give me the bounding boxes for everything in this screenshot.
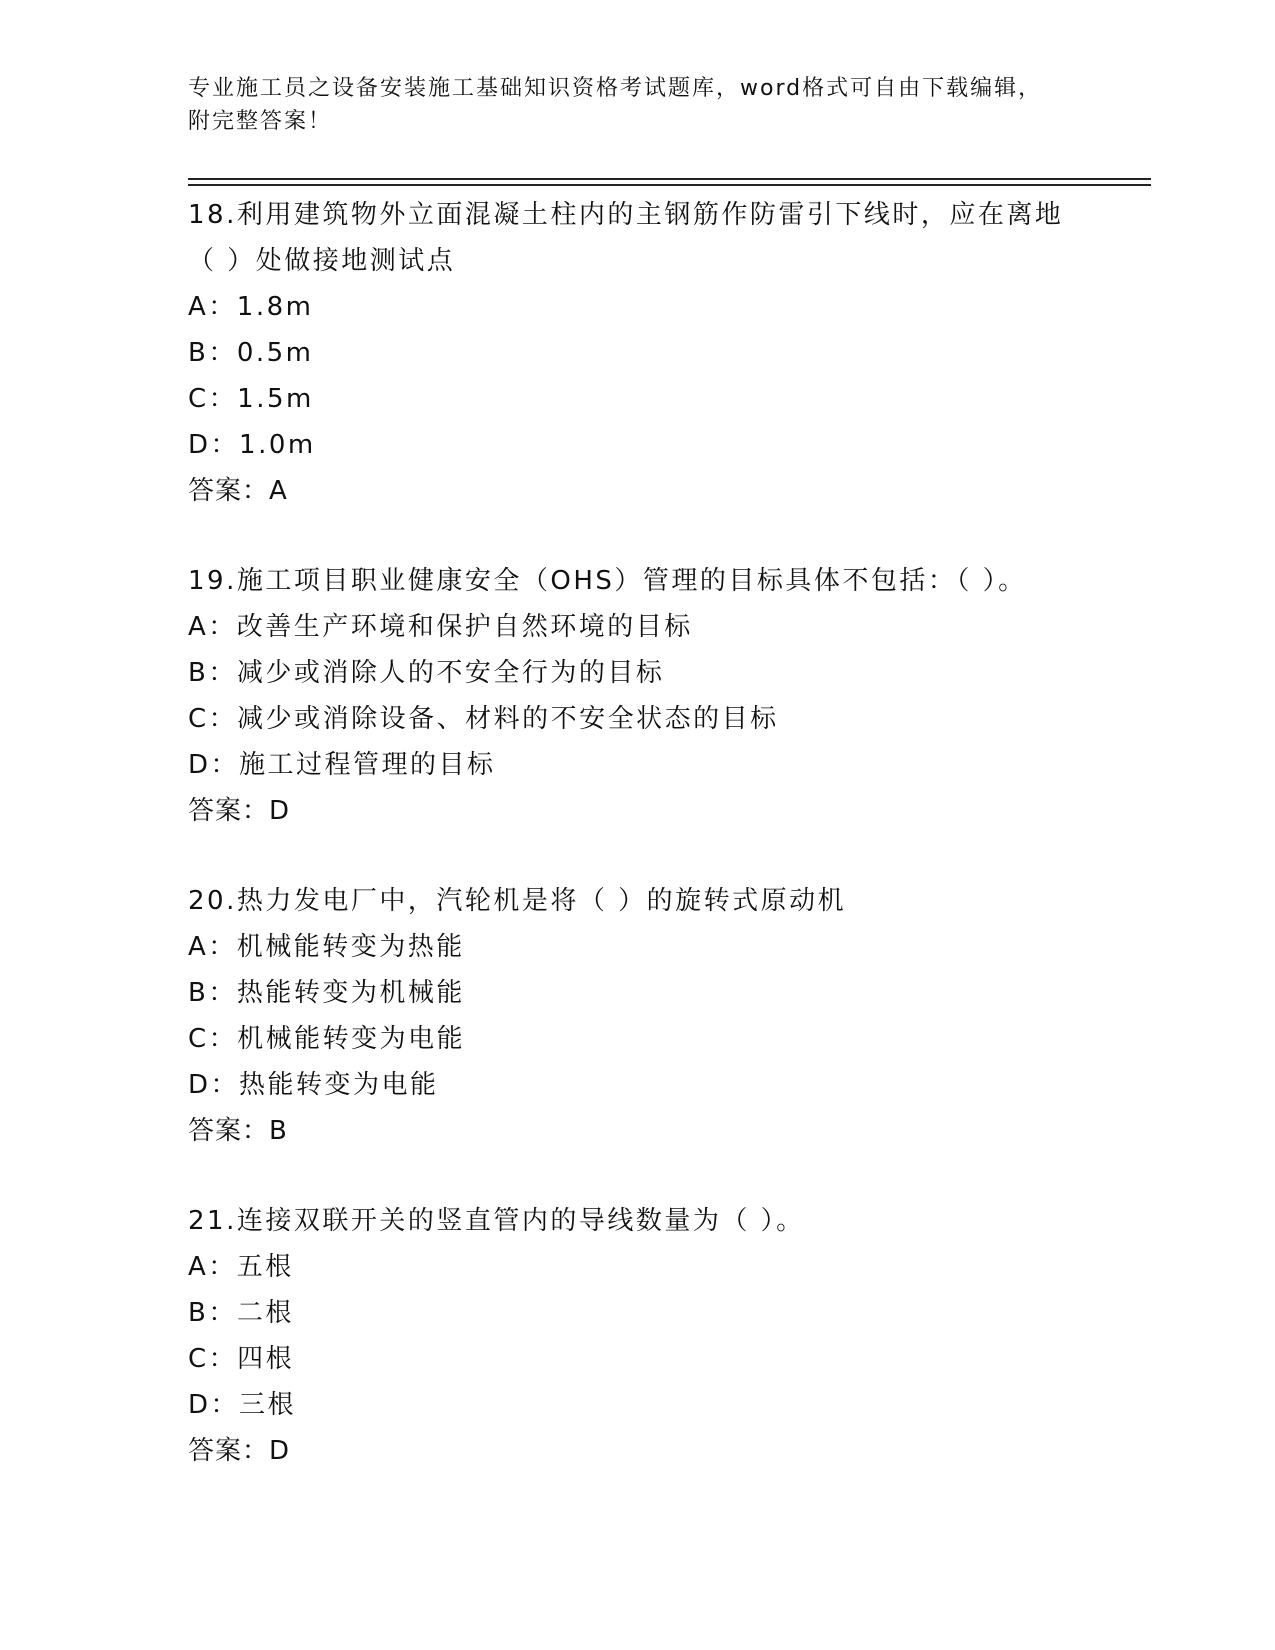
question-title <box>188 192 1138 284</box>
question-title-line-1: 20.热力发电厂中，汽轮机是将（ ）的旋转式原动机 <box>188 886 847 916</box>
document-header <box>188 72 1088 138</box>
question-title-line-2: （ ）处做接地测试点 <box>188 246 456 276</box>
question-spacer <box>188 514 1138 558</box>
option-a: A：1.8m <box>188 292 314 322</box>
option-c: C：四根 <box>188 1344 295 1374</box>
option-d: D：1.0m <box>188 430 316 460</box>
option-b: B：二根 <box>188 1298 294 1328</box>
header-line-2: 附完整答案！ <box>188 109 333 134</box>
option-b: B：0.5m <box>188 338 314 368</box>
option-b: B：热能转变为机械能 <box>188 978 465 1008</box>
question-21 <box>188 1198 1138 1474</box>
question-18 <box>188 192 1138 514</box>
option-a: A：五根 <box>188 1252 294 1282</box>
question-title-line-1: 18.利用建筑物外立面混凝土柱内的主钢筋作防雷引下线时，应在离地 <box>188 200 1064 230</box>
question-title-line-1: 19.施工项目职业健康安全（OHS）管理的目标具体不包括：（ ）。 <box>188 566 1027 596</box>
question-title <box>188 1198 1138 1244</box>
option-c: C：减少或消除设备、材料的不安全状态的目标 <box>188 704 779 734</box>
question-title <box>188 878 1138 924</box>
header-divider-top <box>188 178 1151 180</box>
question-list <box>188 192 1138 1474</box>
question-20 <box>188 878 1138 1154</box>
answer: 答案：D <box>188 796 291 826</box>
header-divider-bottom <box>188 184 1151 186</box>
option-b: B：减少或消除人的不安全行为的目标 <box>188 658 665 688</box>
option-a: A：机械能转变为热能 <box>188 932 465 962</box>
header-line-1: 专业施工员之设备安装施工基础知识资格考试题库，word格式可自由下载编辑， <box>188 76 1043 101</box>
answer: 答案：B <box>188 1116 288 1146</box>
option-d: D：热能转变为电能 <box>188 1070 439 1100</box>
question-spacer <box>188 1154 1138 1198</box>
answer: 答案：A <box>188 476 288 506</box>
option-d: D：施工过程管理的目标 <box>188 750 496 780</box>
question-title-line-1: 21.连接双联开关的竖直管内的导线数量为（ ）。 <box>188 1206 805 1236</box>
option-a: A：改善生产环境和保护自然环境的目标 <box>188 612 693 642</box>
question-title <box>188 558 1138 604</box>
option-c: C：机械能转变为电能 <box>188 1024 466 1054</box>
question-19 <box>188 558 1138 834</box>
answer: 答案：D <box>188 1436 291 1466</box>
question-spacer <box>188 834 1138 878</box>
option-d: D：三根 <box>188 1390 297 1420</box>
option-c: C：1.5m <box>188 384 314 414</box>
